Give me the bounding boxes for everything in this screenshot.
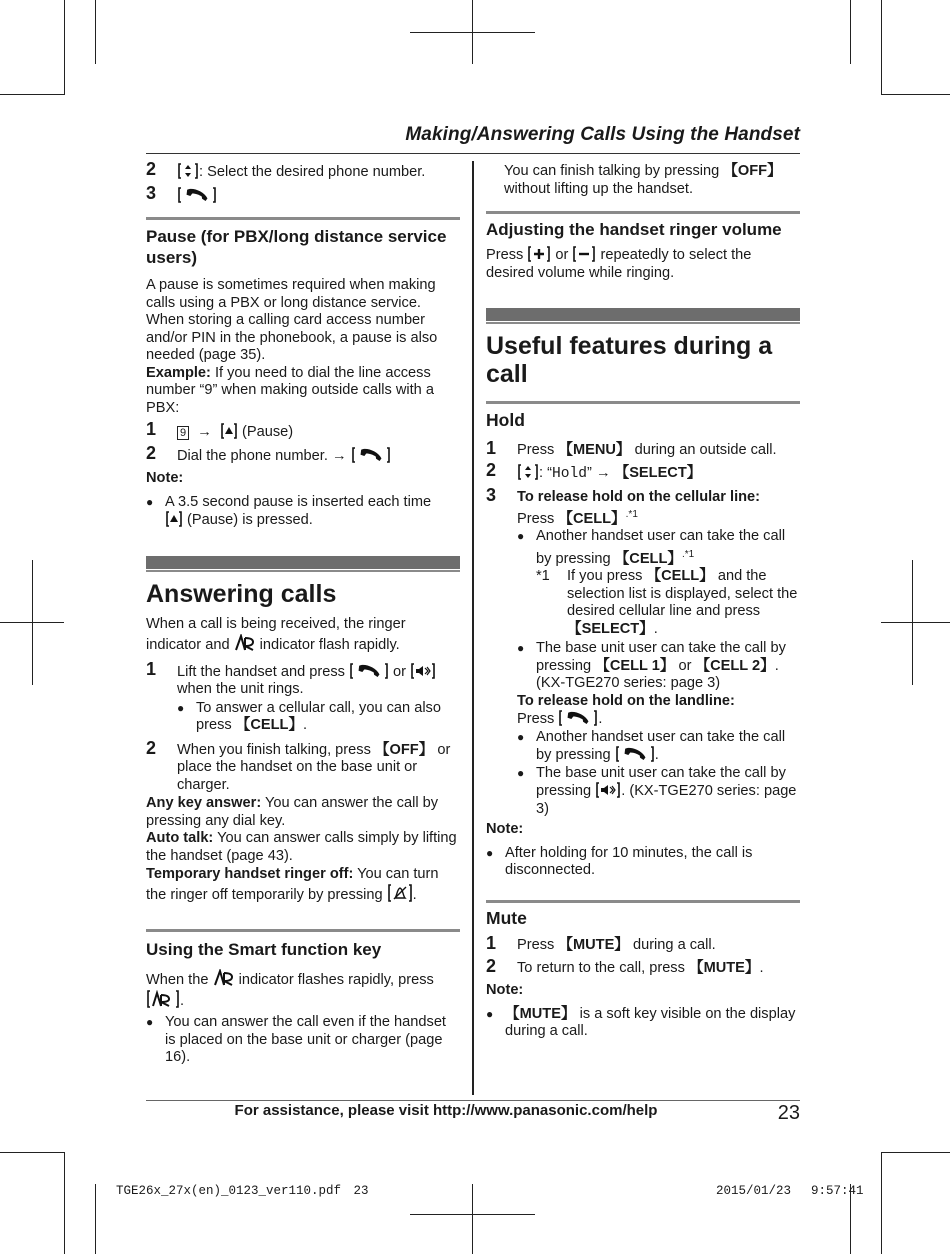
talk-key-icon xyxy=(349,664,389,680)
auto-talk: Auto talk: You can answer calls simply by lifting the handset (page 43). xyxy=(146,830,457,864)
pause-step-1: 1 9 → (Pause) xyxy=(146,419,294,440)
hold-note-bullet: ● After holding for 10 minutes, the call is disconnected. xyxy=(486,845,800,880)
cell-bullet-2: ● The base unit user can take the call by pressing 【CELL 1】 or 【CELL 2】. (KX-TGE270 series: page 3) xyxy=(517,640,800,693)
pause-note-bullet: ● A 3.5 second pause is inserted each time (Pause) is pressed. xyxy=(146,494,460,530)
footer-assist: For assistance, please visit http://www.panasonic.com/help xyxy=(234,1102,658,1119)
crop-mark xyxy=(881,0,882,95)
speaker-key-icon xyxy=(410,664,436,680)
talk-key-icon xyxy=(177,188,217,204)
talk-key-icon xyxy=(558,711,598,727)
dial-step-3: 3 xyxy=(146,187,460,206)
talk-key-icon xyxy=(351,448,391,464)
smart-text: When the indicator flashes rapidly, press . xyxy=(146,972,434,1009)
crop-mark xyxy=(881,94,950,95)
arrow-right-icon: → xyxy=(331,447,351,464)
crop-mark xyxy=(0,94,64,95)
plus-key-icon xyxy=(527,247,551,263)
mute-step-2: 2 To return to the call, press 【MUTE】. xyxy=(486,955,764,976)
nr-key-icon xyxy=(146,993,180,1009)
right-column xyxy=(486,163,800,1041)
pause-body: A pause is sometimes required when making calls using a PBX or long distance service. When storing a calling card access number and/or PIN in the phonebook, a pause is also needed (page 35). xyxy=(146,277,438,363)
column-divider xyxy=(472,161,474,1095)
answer-cell-bullet: ● To answer a cellular call, you can also press 【CELL】. xyxy=(177,700,460,735)
hold-step-1: 1 Press 【MENU】 during an outside call. xyxy=(486,437,777,458)
hold-step-2: 2 : “Hold” → 【SELECT】 xyxy=(486,460,702,482)
crop-mark xyxy=(0,1152,64,1153)
temp-ringer-off: Temporary handset ringer off: You can turn the ringer off temporarily by pressing . xyxy=(146,866,439,903)
updown-key-icon xyxy=(517,465,539,481)
up-key-icon xyxy=(165,512,183,528)
section-rule xyxy=(146,929,460,932)
crop-mark xyxy=(912,560,913,685)
mute-note-bullet: ● 【MUTE】 is a soft key visible on the display during a call. xyxy=(486,1006,800,1041)
arrow-right-icon: → xyxy=(595,465,615,481)
minus-key-icon xyxy=(572,247,596,263)
finish-talking: You can finish talking by pressing 【OFF】 without lifting up the handset. xyxy=(504,163,782,197)
ringer-text: Press or repeatedly to select the desired volume while ringing. xyxy=(486,247,752,281)
cell-bullet-1: ● Another handset user can take the call by pressing 【CELL】$^{.*1}$ xyxy=(517,528,800,568)
dial-step-2: 2 : Select the desired phone number. xyxy=(146,159,426,180)
answering-heading: Answering calls xyxy=(146,579,337,608)
ringer-off-icon xyxy=(387,887,413,903)
pause-heading: Pause (for PBX/long distance service users) xyxy=(146,227,447,267)
hold-step-3: 3 To release hold on the cellular line: Press 【CELL】$^{.*1}$ ● Another handset user can take the call by pressing 【CELL】$^{.*1}$ *1 If you press 【CELL】 and the selection list is displayed, select the desired cellular line and press 【SELECT】. ● The base unit user can take the call by pressing 【CELL 1】 or 【CELL 2】. (KX-TGE270 series: page 3) To release hold on the landline: Press . ● Another handset user can take the call by pressing . ● The base unit user can take the call by pressing . (KX-TGE270 series: page 3) xyxy=(486,489,800,819)
example-text: Example: If you need to dial the line access number “9” when making outside calls with a PBX: xyxy=(146,364,434,416)
crop-mark xyxy=(472,0,473,64)
mute-heading: Mute xyxy=(486,907,527,928)
answer-step-2: 2 When you finish talking, press 【OFF】 or place the handset on the base unit or charger. xyxy=(146,737,451,793)
section-rule xyxy=(146,570,460,572)
crop-mark xyxy=(881,1152,882,1254)
answering-intro: When a call is being received, the ringer indicator and indicator flash rapidly. xyxy=(146,615,406,653)
talk-key-icon xyxy=(615,747,655,763)
arrow-right-icon: → xyxy=(193,424,216,440)
section-rule xyxy=(146,217,460,220)
crop-mark xyxy=(95,1184,96,1254)
crop-mark xyxy=(64,0,65,95)
updown-key-icon xyxy=(177,164,199,180)
land-bullet-2: ● The base unit user can take the call by pressing . (KX-TGE270 series: page 3) xyxy=(517,765,800,819)
section-rule xyxy=(486,322,800,324)
section-rule xyxy=(486,401,800,404)
crop-mark xyxy=(881,622,950,623)
section-rule xyxy=(486,900,800,903)
crop-mark xyxy=(850,0,851,64)
dial-key-9: 9 xyxy=(177,426,189,440)
header-rule xyxy=(146,153,800,154)
speaker-key-icon xyxy=(595,783,621,799)
footnote: *1 If you press 【CELL】 and the selection list is displayed, select the desired cellular line and press 【SELECT】. xyxy=(536,568,798,637)
answer-step-1: 1 Lift the handset and press or when the unit rings. ● To answer a cellular call, you can also press 【CELL】. xyxy=(146,663,460,735)
useful-heading: Useful features during a call xyxy=(486,332,773,388)
crop-mark xyxy=(95,0,96,64)
page-header: Making/Answering Calls Using the Handset xyxy=(405,124,800,145)
pause-step-2: 2 Dial the phone number. → xyxy=(146,447,460,466)
up-key-icon xyxy=(220,424,238,440)
smart-bullet: ● You can answer the call even if the handset is placed on the base unit or charger (page 16). xyxy=(146,1014,460,1067)
smart-heading: Using the Smart function key xyxy=(146,940,382,959)
crop-mark xyxy=(64,1152,65,1254)
any-key-answer: Any key answer: You can answer the call by pressing any dial key. xyxy=(146,795,439,829)
page-number: 23 xyxy=(777,1102,800,1124)
land-bullet-1: ● Another handset user can take the call by pressing . xyxy=(517,729,800,765)
ringer-heading: Adjusting the handset ringer volume xyxy=(486,220,782,239)
print-file: TGE26x_27x(en)_0123_ver110.pdf 23 xyxy=(116,1184,369,1198)
crop-mark xyxy=(32,560,33,685)
section-bar xyxy=(146,556,460,569)
note-label: Note: xyxy=(146,470,184,486)
crop-mark xyxy=(881,1152,950,1153)
nr-indicator-icon xyxy=(213,972,235,988)
footer-rule xyxy=(146,1100,800,1101)
section-rule xyxy=(486,211,800,214)
section-bar xyxy=(486,308,800,321)
hold-heading: Hold xyxy=(486,410,525,430)
left-column xyxy=(146,159,460,1067)
nr-indicator-icon xyxy=(234,637,256,653)
mute-step-1: 1 Press 【MUTE】 during a call. xyxy=(486,933,716,954)
note-label: Note: xyxy=(486,982,524,999)
print-date: 2015/01/23 9:57:41 xyxy=(716,1184,864,1198)
note-label: Note: xyxy=(486,821,524,838)
crop-mark xyxy=(472,1184,473,1254)
